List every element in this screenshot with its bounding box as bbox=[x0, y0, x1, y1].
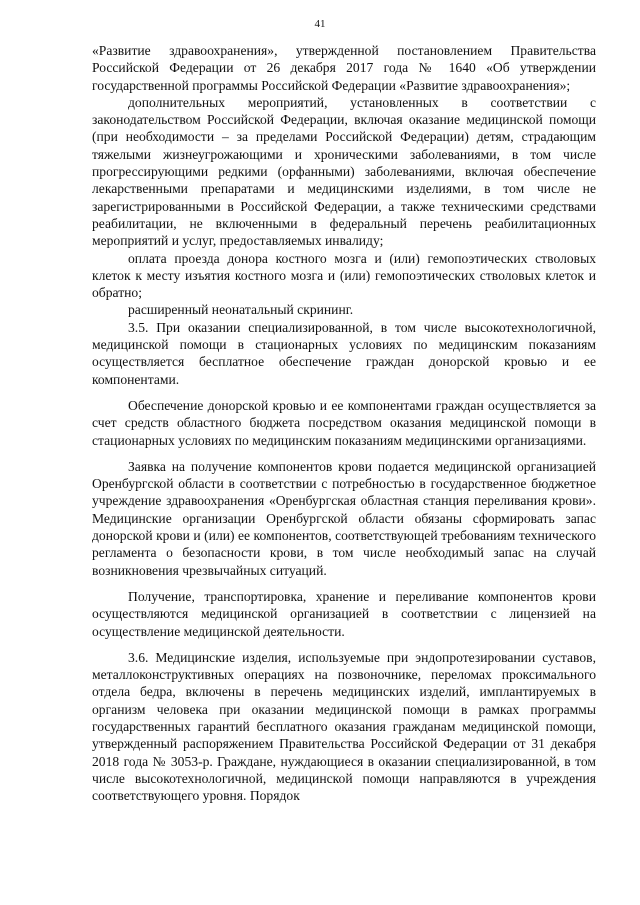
paragraph-neonatal-screening: расширенный неонатальный скрининг. bbox=[128, 302, 354, 318]
paragraph-section-3-6: 3.6. Медицинские изделия, используемые при эндопротезировании суставов, металлоконструктивных операциях на позвоночнике, переломах проксимального отдела бедра, включены в перечень медицинских изделий, имплантируемых в организм человека при оказании медицинской помощи в рамках программы государственных гарантий бесплатного оказания гражданам медицинской помощи, утвержденный распоряжением Правительства Российской Федерации от 31 декабря 2018 года № 3053-р. Граждане, нуждающиеся в оказании специализированной, в том числе высокотехнологичной, медицинской помощи направляются в учреждения соответствующего уровня. Порядок bbox=[92, 649, 596, 804]
paragraph-donor-travel: оплата проезда донора костного мозга и (или) гемопоэтических стволовых клеток к месту изъятия костного мозга и (или) гемопоэтических стволовых клеток и обратно; bbox=[92, 250, 596, 301]
paragraph-blood-request: Заявка на получение компонентов крови подается медицинской организацией Оренбургской области в соответствии с потребностью в государственное бюджетное учреждение здравоохранения «Оренбургская областная станция переливания крови». Медицинские организации Оренбургской области обязаны сформировать запас донорской крови и (или) ее компонентов, соответствующей требованиям технического регламента о безопасности крови, в том числе необходимый запас на случай возникновения чрезвычайных ситуаций. bbox=[92, 458, 596, 578]
paragraph-blood-handling: Получение, транспортировка, хранение и переливание компонентов крови осуществляются медицинской организацией в соответствии с лицензией на осуществление медицинской деятельности. bbox=[92, 588, 596, 639]
paragraph-program-reference: «Развитие здравоохранения», утвержденной постановлением Правительства Российской Федерации от 26 декабря 2017 года № 1640 «Об утверждении государственной программы Российской Федерации «Развитие здравоохранения»; bbox=[92, 43, 596, 93]
document-body bbox=[92, 42, 596, 804]
page-number: 41 bbox=[314, 18, 326, 30]
paragraph-additional-measures: дополнительных мероприятий, установленных в соответствии с законодательством Российской Федерации, включая оказание медицинской помощи (при необходимости – за пределами Российской Федерации) детям, страдающим тяжелыми жизнеугрожающими и хроническими заболеваниями, в том числе прогрессирующими редкими (орфанными) заболеваниями, включая обеспечение лекарственными препаратами и медицинскими изделиями, в том числе не зарегистрированными в Российской Федерации, а также техническими средствами реабилитации, не включенными в федеральный перечень реабилитационных мероприятий и услуг, предоставляемых инвалиду; bbox=[92, 94, 596, 249]
paragraph-section-3-5: 3.5. При оказании специализированной, в том числе высокотехнологичной, медицинской помощи в стационарных условиях по медицинским показаниям осуществляется бесплатное обеспечение граждан донорской кровью и ее компонентами. bbox=[92, 319, 596, 387]
paragraph-blood-supply-funding: Обеспечение донорской кровью и ее компонентами граждан осуществляется за счет средств областного бюджета посредством оказания медицинской помощи в стационарных условиях по медицинским показаниям медицинскими организациями. bbox=[92, 397, 596, 448]
